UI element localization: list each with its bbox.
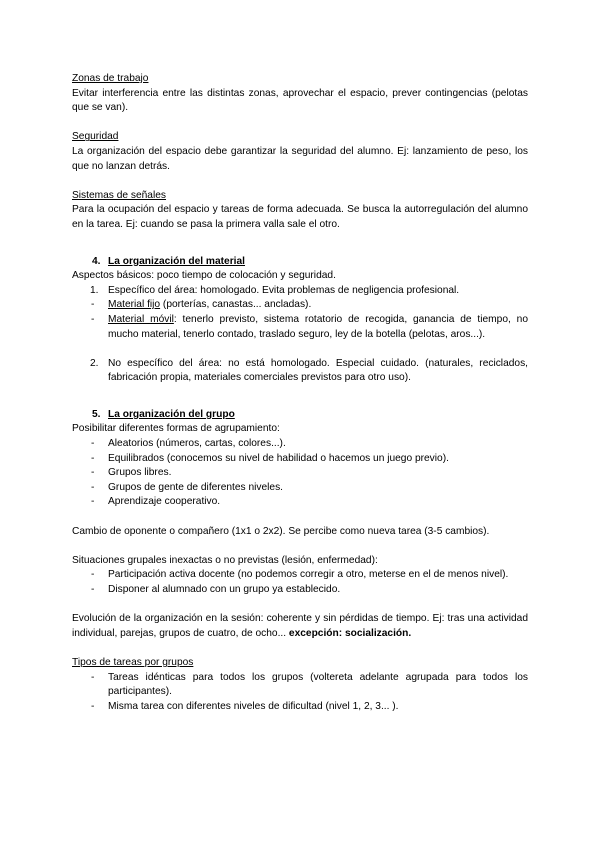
material-intro: Aspectos básicos: poco tiempo de colocación y seguridad. <box>72 270 336 282</box>
list-item-text: Aleatorios (números, cartas, colores...). <box>108 438 286 450</box>
list-item-text: Misma tarea con diferentes niveles de dificultad (nivel 1, 2, 3... ). <box>108 700 399 712</box>
list-item-text: Equilibrados (conocemos su nivel de habilidad o hacemos un juego previo). <box>108 452 449 464</box>
evolucion-bold: excepción: socialización. <box>288 627 412 639</box>
list-item-text: Tareas idénticas para todos los grupos (voltereta adelante agrupada para todos los participantes). <box>108 671 528 698</box>
section-4-number: 4. <box>92 255 101 267</box>
grupo-form-item <box>72 495 528 510</box>
list-marker: - <box>91 481 95 493</box>
list-marker: - <box>91 700 95 712</box>
seguridad-text: La organización del espacio debe garantizar la seguridad del alumno. Ej: lanzamiento de peso, los que no lanzan detrás. <box>72 145 528 172</box>
grupo-cambio: Cambio de oponente o compañero (1x1 o 2x2). Se percibe como nueva tarea (3-5 cambios). <box>72 525 490 537</box>
section-5-number: 5. <box>92 408 101 420</box>
seguridad-title: Seguridad <box>72 131 119 143</box>
material-item-2 <box>72 357 528 386</box>
list-item-text: Aprendizaje cooperativo. <box>108 496 221 508</box>
material-fijo-label: Material fijo <box>108 299 161 311</box>
tipos-title: Tipos de tareas por grupos <box>72 656 194 668</box>
evolucion-text: Evolución de la organización en la sesión: coherente y sin pérdidas de tiempo. Ej: tras una actividad individual, parejas, grupos de cuatro, de ocho... <box>72 613 528 639</box>
grupo-evolucion <box>72 612 528 641</box>
senales-title: Sistemas de señales <box>72 189 167 201</box>
grupo-intro: Posibilitar diferentes formas de agrupamiento: <box>72 423 280 435</box>
document-content <box>72 72 528 714</box>
tipos-item <box>72 700 528 715</box>
zonas-title: Zonas de trabajo <box>72 73 149 84</box>
list-marker: - <box>91 299 95 311</box>
grupo-form-item <box>72 452 528 467</box>
zonas-text: Evitar interferencia entre las distintas zonas, aprovechar el espacio, prever contingencias (pelotas que se van). <box>72 87 528 114</box>
material-movil-text: : tenerlo previsto, sistema rotatorio de recogida, ganancia de tiempo, no mucho material, tenerlo contado, traslado seguro, ley de la botella (pelotas, aros...). <box>108 313 528 340</box>
material-fijo <box>72 298 528 313</box>
tipos-item <box>72 671 528 700</box>
material-item-1 <box>72 284 528 299</box>
situacion-item <box>72 568 528 583</box>
list-marker: - <box>91 467 95 479</box>
list-marker: - <box>91 569 95 581</box>
list-marker: - <box>91 584 95 595</box>
list-item-text: No específico del área: no está homologado. Especial cuidado. (naturales, reciclados, fabricación propia, materiales comerciales previstos para otro uso). <box>108 357 528 384</box>
list-item-text: Participación activa docente (no podemos corregir a otro, meterse en el de menos nivel). <box>108 569 509 581</box>
grupo-form-item <box>72 481 528 496</box>
list-marker: 2. <box>90 357 99 369</box>
grupo-form-item <box>72 437 528 452</box>
senales-text: Para la ocupación del espacio y tareas de forma adecuada. Se busca la autorregulación del alumno en la tarea. Ej: cuando se pasa la primera valla sale el otro. <box>72 204 528 230</box>
list-marker: - <box>91 496 95 508</box>
situacion-item <box>72 583 528 598</box>
section-4-heading <box>72 255 528 270</box>
grupo-form-item <box>72 466 528 481</box>
list-item-text: Grupos libres. <box>108 467 172 479</box>
list-item-text <box>108 313 528 342</box>
material-fijo-text: (porterías, canastas... ancladas). <box>160 299 312 311</box>
grupo-situaciones: Situaciones grupales inexactas o no previstas (lesión, enfermedad): <box>72 554 378 566</box>
material-movil-label: Material móvil <box>108 313 174 325</box>
list-item-text: Disponer al alumnado con un grupo ya establecido. <box>108 584 341 595</box>
list-marker: - <box>91 452 95 464</box>
list-marker: - <box>91 671 95 683</box>
material-movil <box>72 313 528 342</box>
list-marker: 1. <box>90 284 99 296</box>
list-item-text: Específico del área: homologado. Evita problemas de negligencia profesional. <box>108 284 460 296</box>
list-item-text: Grupos de gente de diferentes niveles. <box>108 481 283 493</box>
list-marker: - <box>91 438 95 450</box>
list-item-text <box>108 298 528 313</box>
section-5-heading <box>72 408 528 423</box>
section-4-title: La organización del material <box>108 255 246 267</box>
list-marker: - <box>91 313 95 325</box>
section-5-title: La organización del grupo <box>108 408 235 420</box>
